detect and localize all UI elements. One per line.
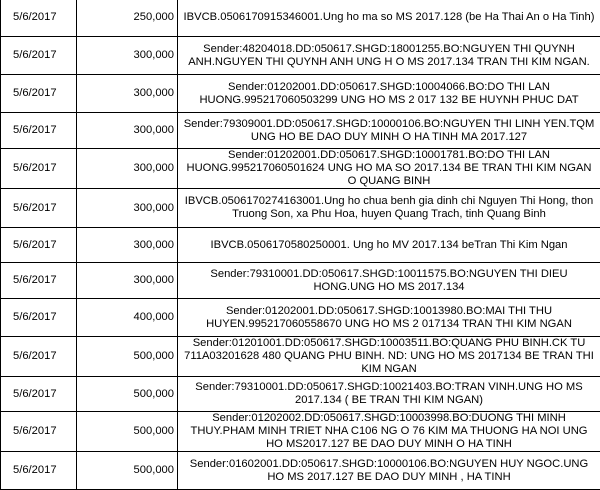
description-cell bbox=[178, 263, 600, 299]
description-text: Sender:01201001.DD:050617.SHGD:10003511.BO:QUANG PHU BINH.CK TU 711A03201628 480 QUANG PHU BINH. ND: UNG HO MS 2017134 BE TRAN THI KIM NGAN bbox=[182, 337, 596, 376]
table-row bbox=[1, 452, 600, 490]
table-row bbox=[1, 75, 600, 113]
date-cell: 5/6/2017 bbox=[1, 0, 77, 37]
description-cell bbox=[178, 75, 600, 113]
amount-cell: 300,000 bbox=[77, 228, 178, 263]
amount-cell: 300,000 bbox=[77, 263, 178, 299]
table-row bbox=[1, 189, 600, 228]
description-cell bbox=[178, 299, 600, 337]
date-cell: 5/6/2017 bbox=[1, 113, 77, 149]
description-text: Sender:79310001.DD:050617.SHGD:10011575.BO:NGUYEN THI DIEU HONG.UNG HO MS 2017.134 bbox=[182, 268, 596, 294]
date-cell: 5/6/2017 bbox=[1, 263, 77, 299]
date-cell: 5/6/2017 bbox=[1, 337, 77, 377]
table-row bbox=[1, 299, 600, 337]
amount-cell: 300,000 bbox=[77, 149, 178, 189]
amount-cell: 500,000 bbox=[77, 377, 178, 412]
description-cell bbox=[178, 337, 600, 377]
amount-cell: 300,000 bbox=[77, 37, 178, 75]
description-text: Sender:79309001.DD:050617.SHGD:10000106.BO:NGUYEN THI LINH YEN.TQM UNG HO BE DAO DUY MINH O HA TINH MA 2017.127 bbox=[182, 118, 596, 144]
amount-cell: 500,000 bbox=[77, 452, 178, 490]
description-cell bbox=[178, 113, 600, 149]
description-text: Sender:01602001.DD:050617.SHGD:10000106.BO:NGUYEN HUY NGOC.UNG HO MS 2017.127 BE DAO DUY MINH , HA TINH bbox=[182, 458, 596, 484]
table-row bbox=[1, 149, 600, 189]
date-cell: 5/6/2017 bbox=[1, 299, 77, 337]
table-row bbox=[1, 337, 600, 377]
date-cell: 5/6/2017 bbox=[1, 37, 77, 75]
amount-cell: 250,000 bbox=[77, 0, 178, 37]
table-row bbox=[1, 0, 600, 37]
amount-cell: 500,000 bbox=[77, 337, 178, 377]
description-text: Sender:01202001.DD:050617.SHGD:10004066.BO:DO THI LAN HUONG.995217060503299 UNG HO MS 2 017 132 BE HUYNH PHUC DAT bbox=[182, 81, 596, 107]
table-row bbox=[1, 113, 600, 149]
table-body bbox=[1, 0, 600, 490]
description-text: IBVCB.0506170580250001. Ung ho MV 2017.134 beTran Thi Kim Ngan bbox=[182, 239, 596, 252]
description-text: Sender:79310001.DD:050617.SHGD:10021403.BO:TRAN VINH.UNG HO MS 2017.134 ( BE TRAN THI KIM NGAN) bbox=[182, 381, 596, 407]
date-cell: 5/6/2017 bbox=[1, 189, 77, 228]
date-cell: 5/6/2017 bbox=[1, 377, 77, 412]
amount-cell: 300,000 bbox=[77, 113, 178, 149]
description-text: Sender:01202002.DD:050617.SHGD:10003998.BO:DUONG THI MINH THUY.PHAM MINH TRIET NHA C106 NG O 76 KIM MA THUONG HA NOI UNG HO MS2017.127 BE DAO DUY MINH O HA TINH bbox=[182, 412, 596, 451]
description-cell bbox=[178, 189, 600, 228]
description-cell bbox=[178, 0, 600, 37]
amount-cell: 300,000 bbox=[77, 75, 178, 113]
table-row bbox=[1, 412, 600, 452]
date-cell: 5/6/2017 bbox=[1, 149, 77, 189]
description-text: IBVCB.0506170274163001.Ung ho chua benh gia dinh chi Nguyen Thi Hong, thon Truong Son, xa Phu Hoa, huyen Quang Trach, tinh Quang Binh bbox=[182, 195, 596, 221]
date-cell: 5/6/2017 bbox=[1, 75, 77, 113]
amount-cell: 500,000 bbox=[77, 412, 178, 452]
amount-cell: 400,000 bbox=[77, 299, 178, 337]
description-text: IBVCB.0506170915346001.Ung ho ma so MS 2017.128 (be Ha Thai An o Ha Tinh) bbox=[182, 11, 596, 24]
date-cell: 5/6/2017 bbox=[1, 452, 77, 490]
description-cell bbox=[178, 377, 600, 412]
description-text: Sender:01202001.DD:050617.SHGD:10001781.BO:DO THI LAN HUONG.995217060501624 UNG HO MA SO 2017.134 BE TRAN THI KIM NGAN O QUANG BINH bbox=[182, 149, 596, 188]
description-cell bbox=[178, 37, 600, 75]
date-cell: 5/6/2017 bbox=[1, 412, 77, 452]
table-row bbox=[1, 228, 600, 263]
description-cell bbox=[178, 228, 600, 263]
date-cell: 5/6/2017 bbox=[1, 228, 77, 263]
table-row bbox=[1, 263, 600, 299]
amount-cell: 300,000 bbox=[77, 189, 178, 228]
description-cell bbox=[178, 149, 600, 189]
description-cell bbox=[178, 412, 600, 452]
description-text: Sender:01202001.DD:050617.SHGD:10013980.BO:MAI THI THU HUYEN.995217060558670 UNG HO MS 2 017134 TRAN THI KIM NGAN bbox=[182, 305, 596, 331]
description-cell bbox=[178, 452, 600, 490]
table-row bbox=[1, 37, 600, 75]
description-text: Sender:48204018.DD:050617.SHGD:18001255.BO:NGUYEN THI QUYNH ANH.NGUYEN THI QUYNH ANH UNG H O MS 2017.134 TRAN THI KIM NGAN. bbox=[182, 43, 596, 69]
table-row bbox=[1, 377, 600, 412]
